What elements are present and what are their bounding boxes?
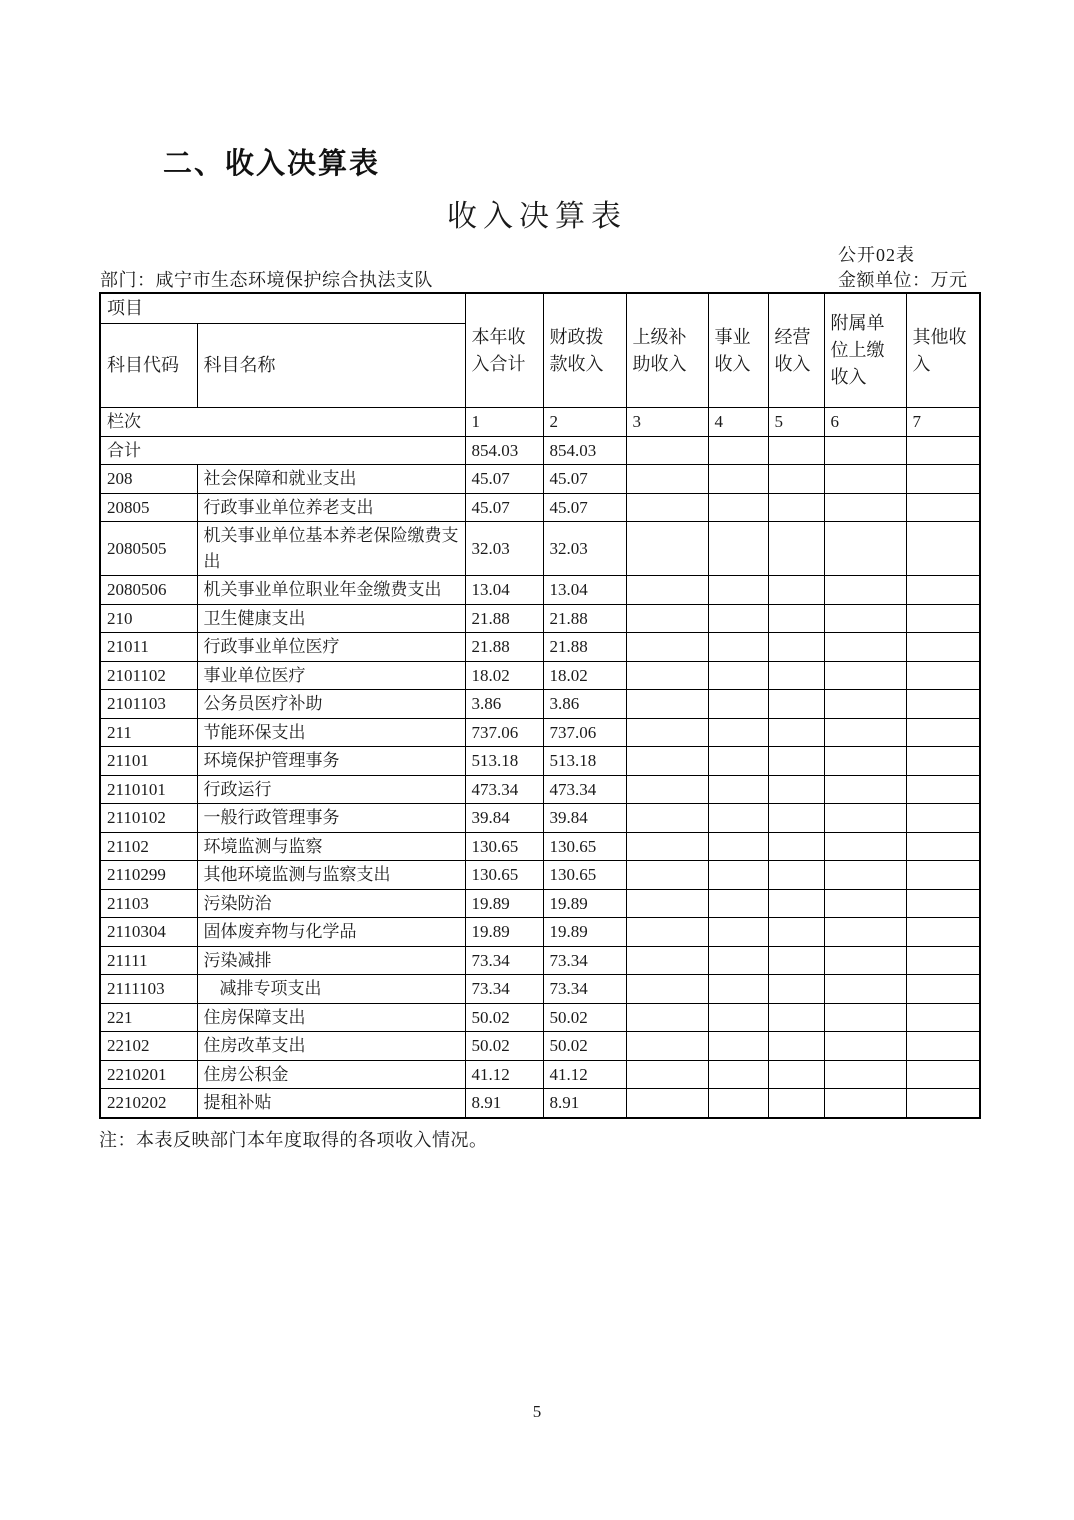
subject-code: 2110299	[100, 861, 197, 890]
value-cell	[906, 804, 980, 833]
value-cell: 39.84	[465, 804, 543, 833]
value-cell	[708, 804, 768, 833]
subject-code: 208	[100, 465, 197, 494]
table-row	[100, 1003, 980, 1032]
value-cell	[906, 633, 980, 662]
column-number: 3	[626, 408, 708, 437]
value-cell	[768, 633, 824, 662]
subject-code: 210	[100, 604, 197, 633]
value-cell	[824, 576, 906, 605]
value-cell	[626, 861, 708, 890]
value-cell: 45.07	[465, 465, 543, 494]
value-cell: 473.34	[465, 775, 543, 804]
value-cell	[768, 775, 824, 804]
subject-name: 行政运行	[197, 775, 465, 804]
value-cell	[906, 1060, 980, 1089]
subject-code: 22102	[100, 1032, 197, 1061]
value-cell	[824, 436, 906, 465]
value-cell	[708, 747, 768, 776]
column-header: 事业收入	[708, 293, 768, 408]
column-number: 1	[465, 408, 543, 437]
subject-name: 节能环保支出	[197, 718, 465, 747]
subject-name: 行政事业单位医疗	[197, 633, 465, 662]
column-number: 7	[906, 408, 980, 437]
value-cell	[906, 493, 980, 522]
subject-code: 221	[100, 1003, 197, 1032]
column-header: 附属单位上缴收入	[824, 293, 906, 408]
value-cell: 73.34	[543, 946, 626, 975]
subject-code: 20805	[100, 493, 197, 522]
value-cell	[708, 1089, 768, 1118]
column-number: 4	[708, 408, 768, 437]
value-cell	[626, 1089, 708, 1118]
value-cell	[626, 1032, 708, 1061]
subject-code: 2110102	[100, 804, 197, 833]
value-cell: 3.86	[465, 690, 543, 719]
value-cell	[768, 493, 824, 522]
value-cell	[708, 918, 768, 947]
column-header: 本年收入合计	[465, 293, 543, 408]
value-cell	[906, 1032, 980, 1061]
value-cell	[708, 832, 768, 861]
value-cell: 513.18	[465, 747, 543, 776]
value-cell	[824, 804, 906, 833]
value-cell	[768, 690, 824, 719]
table-row	[100, 690, 980, 719]
value-cell: 130.65	[465, 861, 543, 890]
value-cell	[906, 1089, 980, 1118]
value-cell	[768, 436, 824, 465]
column-number: 5	[768, 408, 824, 437]
value-cell	[824, 946, 906, 975]
value-cell	[708, 661, 768, 690]
subject-name: 减排专项支出	[197, 975, 465, 1004]
value-cell	[626, 522, 708, 576]
value-cell	[906, 604, 980, 633]
value-cell: 50.02	[543, 1032, 626, 1061]
value-cell: 3.86	[543, 690, 626, 719]
value-cell: 50.02	[465, 1003, 543, 1032]
form-code-label: 公开02表	[838, 245, 915, 265]
value-cell: 39.84	[543, 804, 626, 833]
value-cell: 130.65	[465, 832, 543, 861]
value-cell	[768, 522, 824, 576]
subject-name: 其他环境监测与监察支出	[197, 861, 465, 890]
table-row	[100, 604, 980, 633]
value-cell	[708, 1060, 768, 1089]
value-cell	[708, 690, 768, 719]
value-cell	[768, 1089, 824, 1118]
subject-code: 21101	[100, 747, 197, 776]
value-cell	[906, 861, 980, 890]
value-cell	[768, 576, 824, 605]
value-cell	[906, 1003, 980, 1032]
revenue-table	[99, 292, 981, 1119]
value-cell	[824, 493, 906, 522]
value-cell	[626, 576, 708, 605]
table-row	[100, 1032, 980, 1061]
subject-code: 2080506	[100, 576, 197, 605]
value-cell	[906, 576, 980, 605]
subject-code: 2101103	[100, 690, 197, 719]
value-cell: 513.18	[543, 747, 626, 776]
value-cell	[708, 436, 768, 465]
value-cell: 73.34	[465, 975, 543, 1004]
value-cell	[824, 718, 906, 747]
subject-code: 2080505	[100, 522, 197, 576]
value-cell	[626, 718, 708, 747]
subject-name: 社会保障和就业支出	[197, 465, 465, 494]
value-cell: 737.06	[543, 718, 626, 747]
table-row	[100, 889, 980, 918]
value-cell	[824, 690, 906, 719]
subject-code: 2210202	[100, 1089, 197, 1118]
value-cell	[768, 604, 824, 633]
value-cell	[626, 661, 708, 690]
value-cell	[626, 804, 708, 833]
value-cell	[906, 832, 980, 861]
column-header: 财政拨款收入	[543, 293, 626, 408]
value-cell	[906, 522, 980, 576]
subject-name: 污染防治	[197, 889, 465, 918]
value-cell	[626, 690, 708, 719]
value-cell: 18.02	[543, 661, 626, 690]
table-row	[100, 661, 980, 690]
unit-label: 金额单位：万元	[838, 270, 968, 290]
table-note: 注：本表反映部门本年度取得的各项收入情况。	[99, 1129, 488, 1150]
value-cell: 32.03	[543, 522, 626, 576]
value-cell: 8.91	[465, 1089, 543, 1118]
column-header: 其他收入	[906, 293, 980, 408]
value-cell: 19.89	[465, 889, 543, 918]
subject-code: 21011	[100, 633, 197, 662]
table-row	[100, 522, 980, 576]
value-cell: 50.02	[465, 1032, 543, 1061]
page-number: 5	[532, 1402, 542, 1421]
value-cell	[708, 465, 768, 494]
table-body	[100, 436, 980, 1118]
subject-name: 环境保护管理事务	[197, 747, 465, 776]
table-row	[100, 633, 980, 662]
value-cell: 21.88	[543, 604, 626, 633]
value-cell: 130.65	[543, 861, 626, 890]
value-cell	[626, 832, 708, 861]
value-cell	[626, 1060, 708, 1089]
value-cell	[824, 1003, 906, 1032]
value-cell: 45.07	[543, 465, 626, 494]
value-cell	[708, 493, 768, 522]
value-cell	[626, 747, 708, 776]
subject-code: 2110101	[100, 775, 197, 804]
value-cell: 13.04	[543, 576, 626, 605]
value-cell: 19.89	[543, 918, 626, 947]
value-cell	[906, 747, 980, 776]
total-row	[100, 436, 980, 465]
value-cell: 73.34	[465, 946, 543, 975]
value-cell: 41.12	[543, 1060, 626, 1089]
value-cell	[708, 1032, 768, 1061]
value-cell	[626, 633, 708, 662]
value-cell: 45.07	[465, 493, 543, 522]
value-cell	[824, 465, 906, 494]
value-cell: 21.88	[465, 604, 543, 633]
value-cell: 854.03	[465, 436, 543, 465]
subject-name: 行政事业单位养老支出	[197, 493, 465, 522]
table-row	[100, 747, 980, 776]
subject-name: 环境监测与监察	[197, 832, 465, 861]
value-cell: 21.88	[465, 633, 543, 662]
value-cell	[906, 975, 980, 1004]
value-cell: 13.04	[465, 576, 543, 605]
value-cell	[824, 918, 906, 947]
subject-name: 事业单位医疗	[197, 661, 465, 690]
value-cell: 473.34	[543, 775, 626, 804]
value-cell: 854.03	[543, 436, 626, 465]
value-cell: 19.89	[465, 918, 543, 947]
table-row	[100, 832, 980, 861]
value-cell	[626, 975, 708, 1004]
value-cell	[824, 633, 906, 662]
value-cell	[906, 946, 980, 975]
value-cell	[768, 747, 824, 776]
header-row-project	[100, 293, 980, 324]
table-row	[100, 576, 980, 605]
value-cell	[906, 718, 980, 747]
subject-code-header: 科目代码	[100, 324, 197, 408]
value-cell: 41.12	[465, 1060, 543, 1089]
value-cell	[708, 604, 768, 633]
table-row	[100, 1060, 980, 1089]
value-cell	[708, 1003, 768, 1032]
column-number: 6	[824, 408, 906, 437]
column-header: 上级补助收入	[626, 293, 708, 408]
subject-name: 一般行政管理事务	[197, 804, 465, 833]
value-cell	[768, 889, 824, 918]
subject-name-header: 科目名称	[197, 324, 465, 408]
value-cell	[906, 690, 980, 719]
value-cell	[626, 889, 708, 918]
value-cell	[824, 661, 906, 690]
value-cell	[824, 604, 906, 633]
subject-code: 2210201	[100, 1060, 197, 1089]
table-row	[100, 861, 980, 890]
value-cell	[906, 918, 980, 947]
value-cell	[708, 861, 768, 890]
value-cell	[708, 522, 768, 576]
value-cell: 8.91	[543, 1089, 626, 1118]
value-cell	[768, 465, 824, 494]
value-cell	[626, 918, 708, 947]
subject-name: 污染减排	[197, 946, 465, 975]
value-cell	[626, 946, 708, 975]
value-cell	[824, 1060, 906, 1089]
table-row	[100, 465, 980, 494]
table-row	[100, 718, 980, 747]
value-cell	[768, 1060, 824, 1089]
value-cell	[708, 889, 768, 918]
subject-code: 21102	[100, 832, 197, 861]
total-label: 合计	[100, 436, 465, 465]
value-cell	[824, 975, 906, 1004]
value-cell	[768, 975, 824, 1004]
section-heading: 二、收入决算表	[163, 148, 381, 180]
value-cell	[906, 775, 980, 804]
value-cell: 73.34	[543, 975, 626, 1004]
table-row	[100, 775, 980, 804]
value-cell	[708, 775, 768, 804]
value-cell	[906, 436, 980, 465]
value-cell	[824, 1089, 906, 1118]
value-cell	[768, 1003, 824, 1032]
value-cell	[824, 747, 906, 776]
value-cell	[708, 975, 768, 1004]
table-row	[100, 946, 980, 975]
subject-code: 211	[100, 718, 197, 747]
subject-code: 21103	[100, 889, 197, 918]
value-cell: 32.03	[465, 522, 543, 576]
table-row	[100, 1089, 980, 1118]
value-cell	[708, 718, 768, 747]
subject-code: 2111103	[100, 975, 197, 1004]
subject-name: 公务员医疗补助	[197, 690, 465, 719]
value-cell	[824, 889, 906, 918]
value-cell	[768, 804, 824, 833]
value-cell	[626, 493, 708, 522]
subject-name: 固体废弃物与化学品	[197, 918, 465, 947]
value-cell	[708, 633, 768, 662]
table-row	[100, 493, 980, 522]
value-cell	[824, 832, 906, 861]
value-cell: 19.89	[543, 889, 626, 918]
value-cell	[768, 832, 824, 861]
value-cell: 18.02	[465, 661, 543, 690]
value-cell: 737.06	[465, 718, 543, 747]
value-cell	[824, 522, 906, 576]
value-cell	[626, 436, 708, 465]
subject-name: 住房改革支出	[197, 1032, 465, 1061]
value-cell	[768, 661, 824, 690]
subject-code: 21111	[100, 946, 197, 975]
value-cell: 50.02	[543, 1003, 626, 1032]
value-cell	[768, 946, 824, 975]
value-cell	[824, 861, 906, 890]
table-row	[100, 975, 980, 1004]
value-cell	[626, 775, 708, 804]
table-row	[100, 918, 980, 947]
column-index-row	[100, 408, 980, 437]
value-cell: 45.07	[543, 493, 626, 522]
value-cell: 130.65	[543, 832, 626, 861]
value-cell	[906, 465, 980, 494]
department-label: 部门：咸宁市生态环境保护综合执法支队	[100, 270, 433, 290]
table-title: 收入决算表	[447, 200, 627, 233]
subject-name: 提租补贴	[197, 1089, 465, 1118]
table-row	[100, 804, 980, 833]
subject-code: 2101102	[100, 661, 197, 690]
value-cell	[708, 576, 768, 605]
value-cell	[906, 661, 980, 690]
value-cell	[626, 465, 708, 494]
value-cell	[626, 604, 708, 633]
value-cell: 21.88	[543, 633, 626, 662]
value-cell	[708, 946, 768, 975]
subject-name: 住房公积金	[197, 1060, 465, 1089]
subject-name: 住房保障支出	[197, 1003, 465, 1032]
value-cell	[824, 775, 906, 804]
value-cell	[824, 1032, 906, 1061]
revenue-table-wrap	[99, 292, 980, 1152]
value-cell	[626, 1003, 708, 1032]
column-number: 2	[543, 408, 626, 437]
value-cell	[906, 889, 980, 918]
column-header: 经营收入	[768, 293, 824, 408]
subject-name: 机关事业单位职业年金缴费支出	[197, 576, 465, 605]
project-header: 项目	[100, 293, 465, 324]
lanci-label: 栏次	[100, 408, 465, 437]
value-cell	[768, 861, 824, 890]
value-cell	[768, 918, 824, 947]
subject-name: 卫生健康支出	[197, 604, 465, 633]
value-cell	[768, 1032, 824, 1061]
subject-code: 2110304	[100, 918, 197, 947]
value-cell	[768, 718, 824, 747]
subject-name: 机关事业单位基本养老保险缴费支出	[197, 522, 465, 576]
